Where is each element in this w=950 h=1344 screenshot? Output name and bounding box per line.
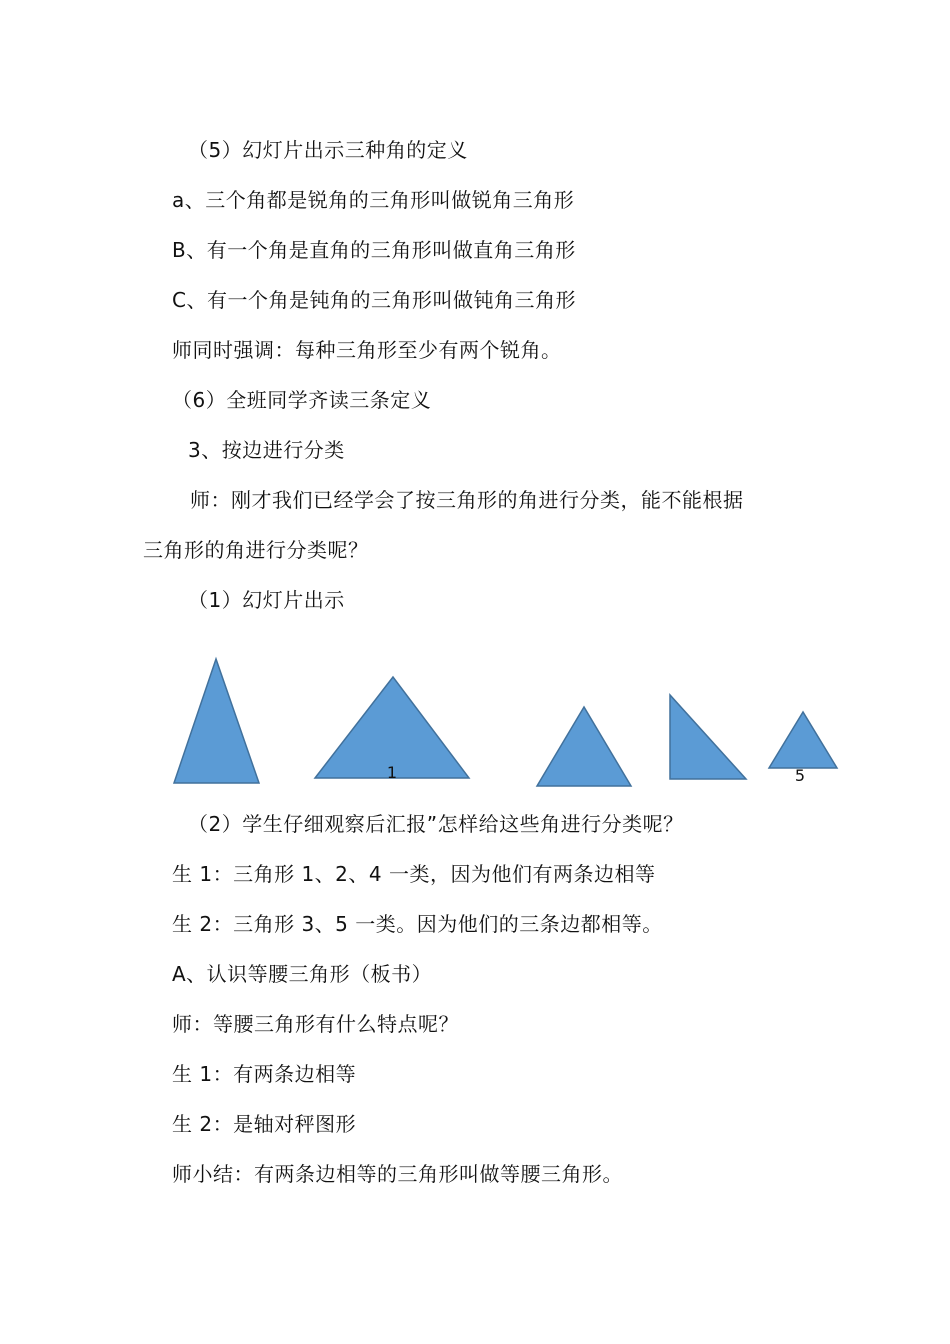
section-5-heading: （5）幻灯片出示三种角的定义 (188, 138, 468, 162)
triangle-4 (670, 695, 746, 779)
triangle-5 (769, 712, 837, 768)
teacher-summary: 师小结：有两条边相等的三角形叫做等腰三角形。 (172, 1162, 623, 1186)
student-1-feature: 生 1：有两条边相等 (172, 1062, 357, 1086)
slide-show-heading: （1）幻灯片出示 (188, 588, 345, 612)
student-report-heading: （2）学生仔细观察后汇报”怎样给这些角进行分类呢？ (188, 812, 684, 836)
triangle-figure (0, 640, 950, 800)
definition-a: a、三个角都是锐角的三角形叫做锐角三角形 (172, 188, 575, 212)
triangle-1 (174, 659, 259, 783)
triangle-3 (537, 707, 631, 786)
teacher-question-line1: 师：刚才我们已经学会了按三角形的角进行分类，能不能根据 (190, 488, 744, 512)
student-1-answer: 生 1：三角形 1、2、4 一类，因为他们有两条边相等 (172, 862, 656, 886)
student-2-feature: 生 2：是轴对秤图形 (172, 1112, 357, 1136)
definition-b: B、有一个角是直角的三角形叫做直角三角形 (172, 238, 576, 262)
student-2-answer: 生 2：三角形 3、5 一类。因为他们的三条边都相等。 (172, 912, 663, 936)
triangle-5-label: 5 (794, 766, 806, 785)
teacher-emphasis: 师同时强调：每种三角形至少有两个锐角。 (172, 338, 562, 362)
teacher-question-line2: 三角形的角进行分类呢？ (143, 538, 369, 562)
section-6-heading: （6）全班同学齐读三条定义 (172, 388, 432, 412)
isosceles-heading: A、认识等腰三角形（板书） (172, 962, 433, 986)
triangle-2-label: 1 (386, 763, 398, 782)
section-3-heading: 3、按边进行分类 (188, 438, 345, 462)
teacher-isosceles-question: 师：等腰三角形有什么特点呢？ (172, 1012, 459, 1036)
definition-c: C、有一个角是钝角的三角形叫做钝角三角形 (172, 288, 576, 312)
